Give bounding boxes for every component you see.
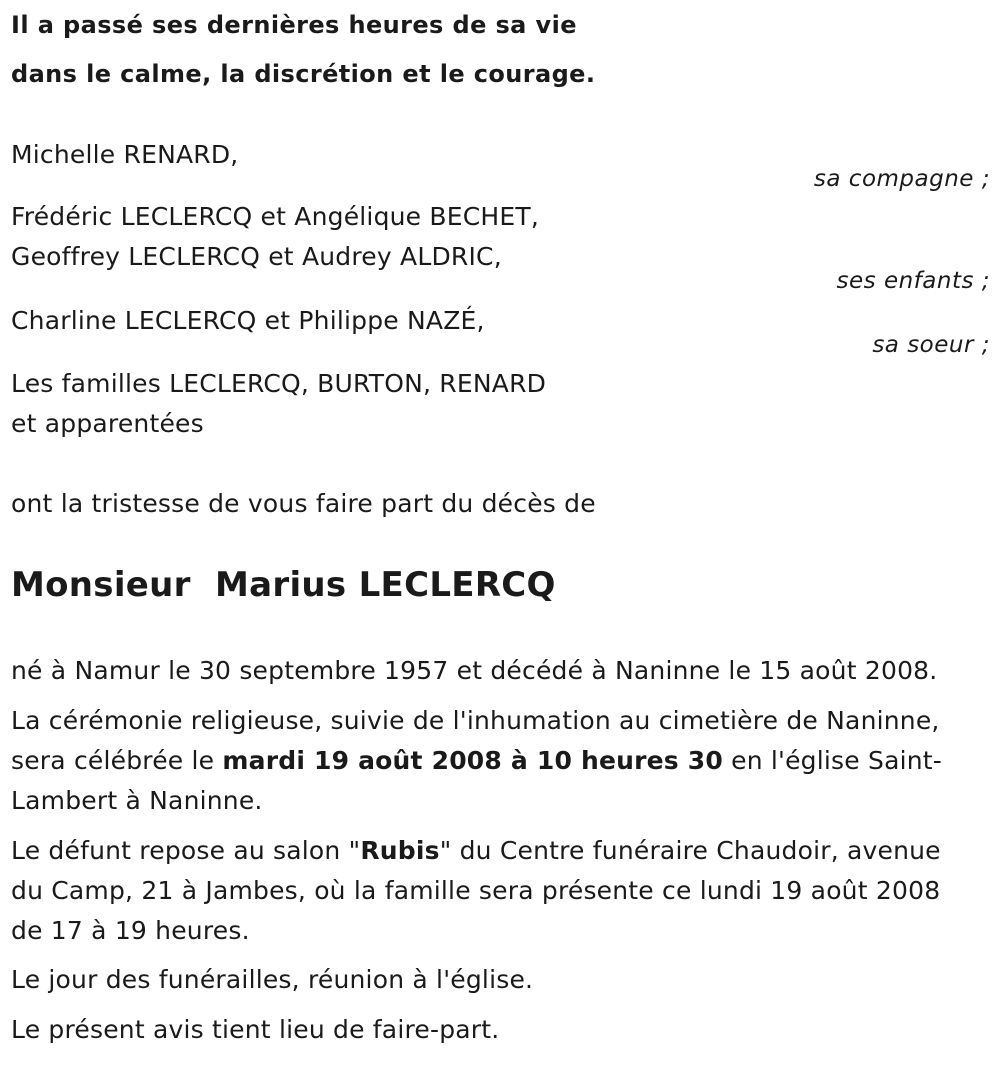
ceremony-date: mardi 19 août 2008 à 10 heures 30: [222, 746, 723, 775]
intro-line-1: Il a passé ses dernières heures de sa vie: [11, 11, 577, 39]
ceremony-text-pre: sera célébrée le: [11, 746, 223, 775]
intro-line-2: dans le calme, la discrétion et le courage.: [11, 60, 596, 88]
families-line-2: et apparentées: [11, 409, 204, 438]
child-1-name: Frédéric LECLERCQ et Angélique BECHET,: [11, 202, 540, 231]
deceased-full-name: Marius LECLERCQ: [215, 565, 556, 605]
ceremony-text-post: en l'église Saint-: [722, 746, 943, 775]
rest-line-1: [11, 836, 941, 866]
sister-role: sa soeur ;: [872, 332, 990, 358]
child-2-name: Geoffrey LECLERCQ et Audrey ALDRIC,: [11, 242, 502, 271]
ceremony-line-2: [11, 746, 942, 776]
deceased-name: [11, 565, 556, 605]
funeral-day: Le jour des funérailles, réunion à l'église.: [11, 965, 534, 994]
announcement: ont la tristesse de vous faire part du décès de: [11, 489, 596, 518]
companion-name: Michelle RENARD,: [11, 140, 239, 169]
rest-text-pre: Le défunt repose au salon ": [11, 836, 361, 865]
children-role: ses enfants ;: [836, 268, 990, 294]
rest-line-3: de 17 à 19 heures.: [11, 916, 250, 945]
birth-death: né à Namur le 30 septembre 1957 et décédé à Naninne le 15 août 2008.: [11, 656, 938, 685]
deceased-title: Monsieur: [11, 565, 191, 605]
notice-text: Le présent avis tient lieu de faire-part.: [11, 1015, 500, 1044]
ceremony-line-1: La cérémonie religieuse, suivie de l'inhumation au cimetière de Naninne,: [11, 706, 940, 735]
sister-name: Charline LECLERCQ et Philippe NAZÉ,: [11, 306, 485, 335]
companion-role: sa compagne ;: [813, 166, 990, 192]
salon-name: Rubis: [360, 836, 440, 865]
ceremony-line-3: Lambert à Naninne.: [11, 786, 263, 815]
rest-line-2: du Camp, 21 à Jambes, où la famille sera présente ce lundi 19 août 2008: [11, 876, 941, 905]
rest-text-post: " du Centre funéraire Chaudoir, avenue: [439, 836, 941, 865]
families-line-1: Les familles LECLERCQ, BURTON, RENARD: [11, 369, 547, 398]
